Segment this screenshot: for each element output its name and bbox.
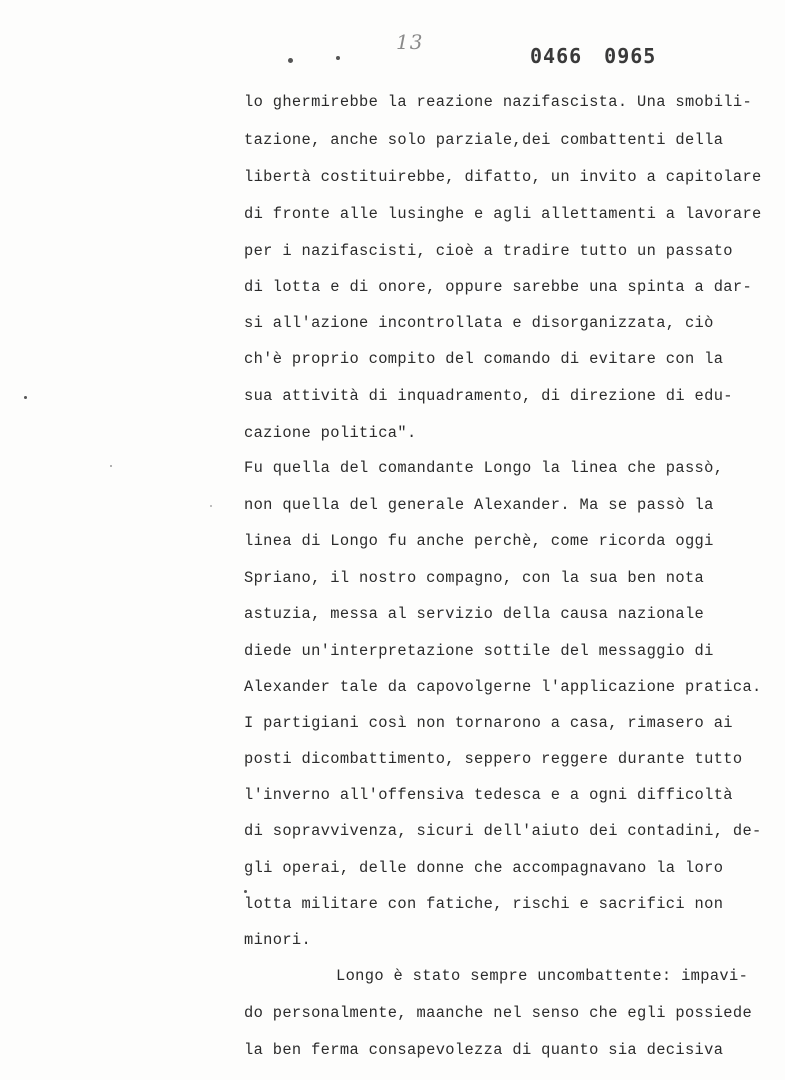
text-line: libertà costituirebbe, difatto, un invito a capitolare (244, 168, 762, 186)
text-line: Fu quella del comandante Longo la linea che passò, (244, 459, 724, 477)
text-line: di sopravvivenza, sicuri dell'aiuto dei contadini, de- (244, 822, 762, 840)
text-line: gli operai, delle donne che accompagnavano la loro (244, 859, 724, 877)
text-line: posti dicombattimento, seppero reggere durante tutto (244, 750, 743, 768)
text-line: Longo è stato sempre uncombattente: impavi- (336, 967, 749, 985)
text-line: do personalmente, maanche nel senso che egli possiede (244, 1004, 753, 1022)
text-line: tazione, anche solo parziale,dei combattenti della (244, 131, 724, 149)
text-line: I partigiani così non tornarono a casa, rimasero ai (244, 714, 733, 732)
text-line: minori. (244, 931, 312, 949)
text-line: per i nazifascisti, cioè a tradire tutto un passato (244, 242, 733, 260)
text-line: di fronte alle lusinghe e agli allettamenti a lavorare (244, 205, 762, 223)
text-line: lotta militare con fatiche, rischi e sacrifici non (244, 895, 724, 913)
text-line: si all'azione incontrollata e disorganizzata, ciò (244, 314, 714, 332)
handwritten-page-number: 13 (396, 30, 424, 54)
text-line: lo ghermirebbe la reazione nazifascista. Una smobili- (244, 93, 753, 111)
archive-code-part1: 0466 (530, 44, 583, 68)
text-line: Spriano, il nostro compagno, con la sua ben nota (244, 569, 705, 587)
text-line: Alexander tale da capovolgerne l'applicazione pratica. (244, 678, 762, 696)
text-line: non quella del generale Alexander. Ma se passò la (244, 496, 714, 514)
text-line: di lotta e di onore, oppure sarebbe una spinta a dar- (244, 278, 753, 296)
text-line: cazione politica". (244, 424, 417, 442)
archive-code-part2: 0965 (604, 44, 657, 68)
text-line: la ben ferma consapevolezza di quanto sia decisiva (244, 1041, 724, 1059)
text-line: l'inverno all'offensiva tedesca e a ogni difficoltà (244, 786, 733, 804)
text-line: diede un'interpretazione sottile del messaggio di (244, 642, 714, 660)
text-line: sua attività di inquadramento, di direzione di edu- (244, 387, 733, 405)
text-line: astuzia, messa al servizio della causa nazionale (244, 605, 705, 623)
text-line: linea di Longo fu anche perchè, come ricorda oggi (244, 532, 714, 550)
text-line: ch'è proprio compito del comando di evitare con la (244, 350, 724, 368)
